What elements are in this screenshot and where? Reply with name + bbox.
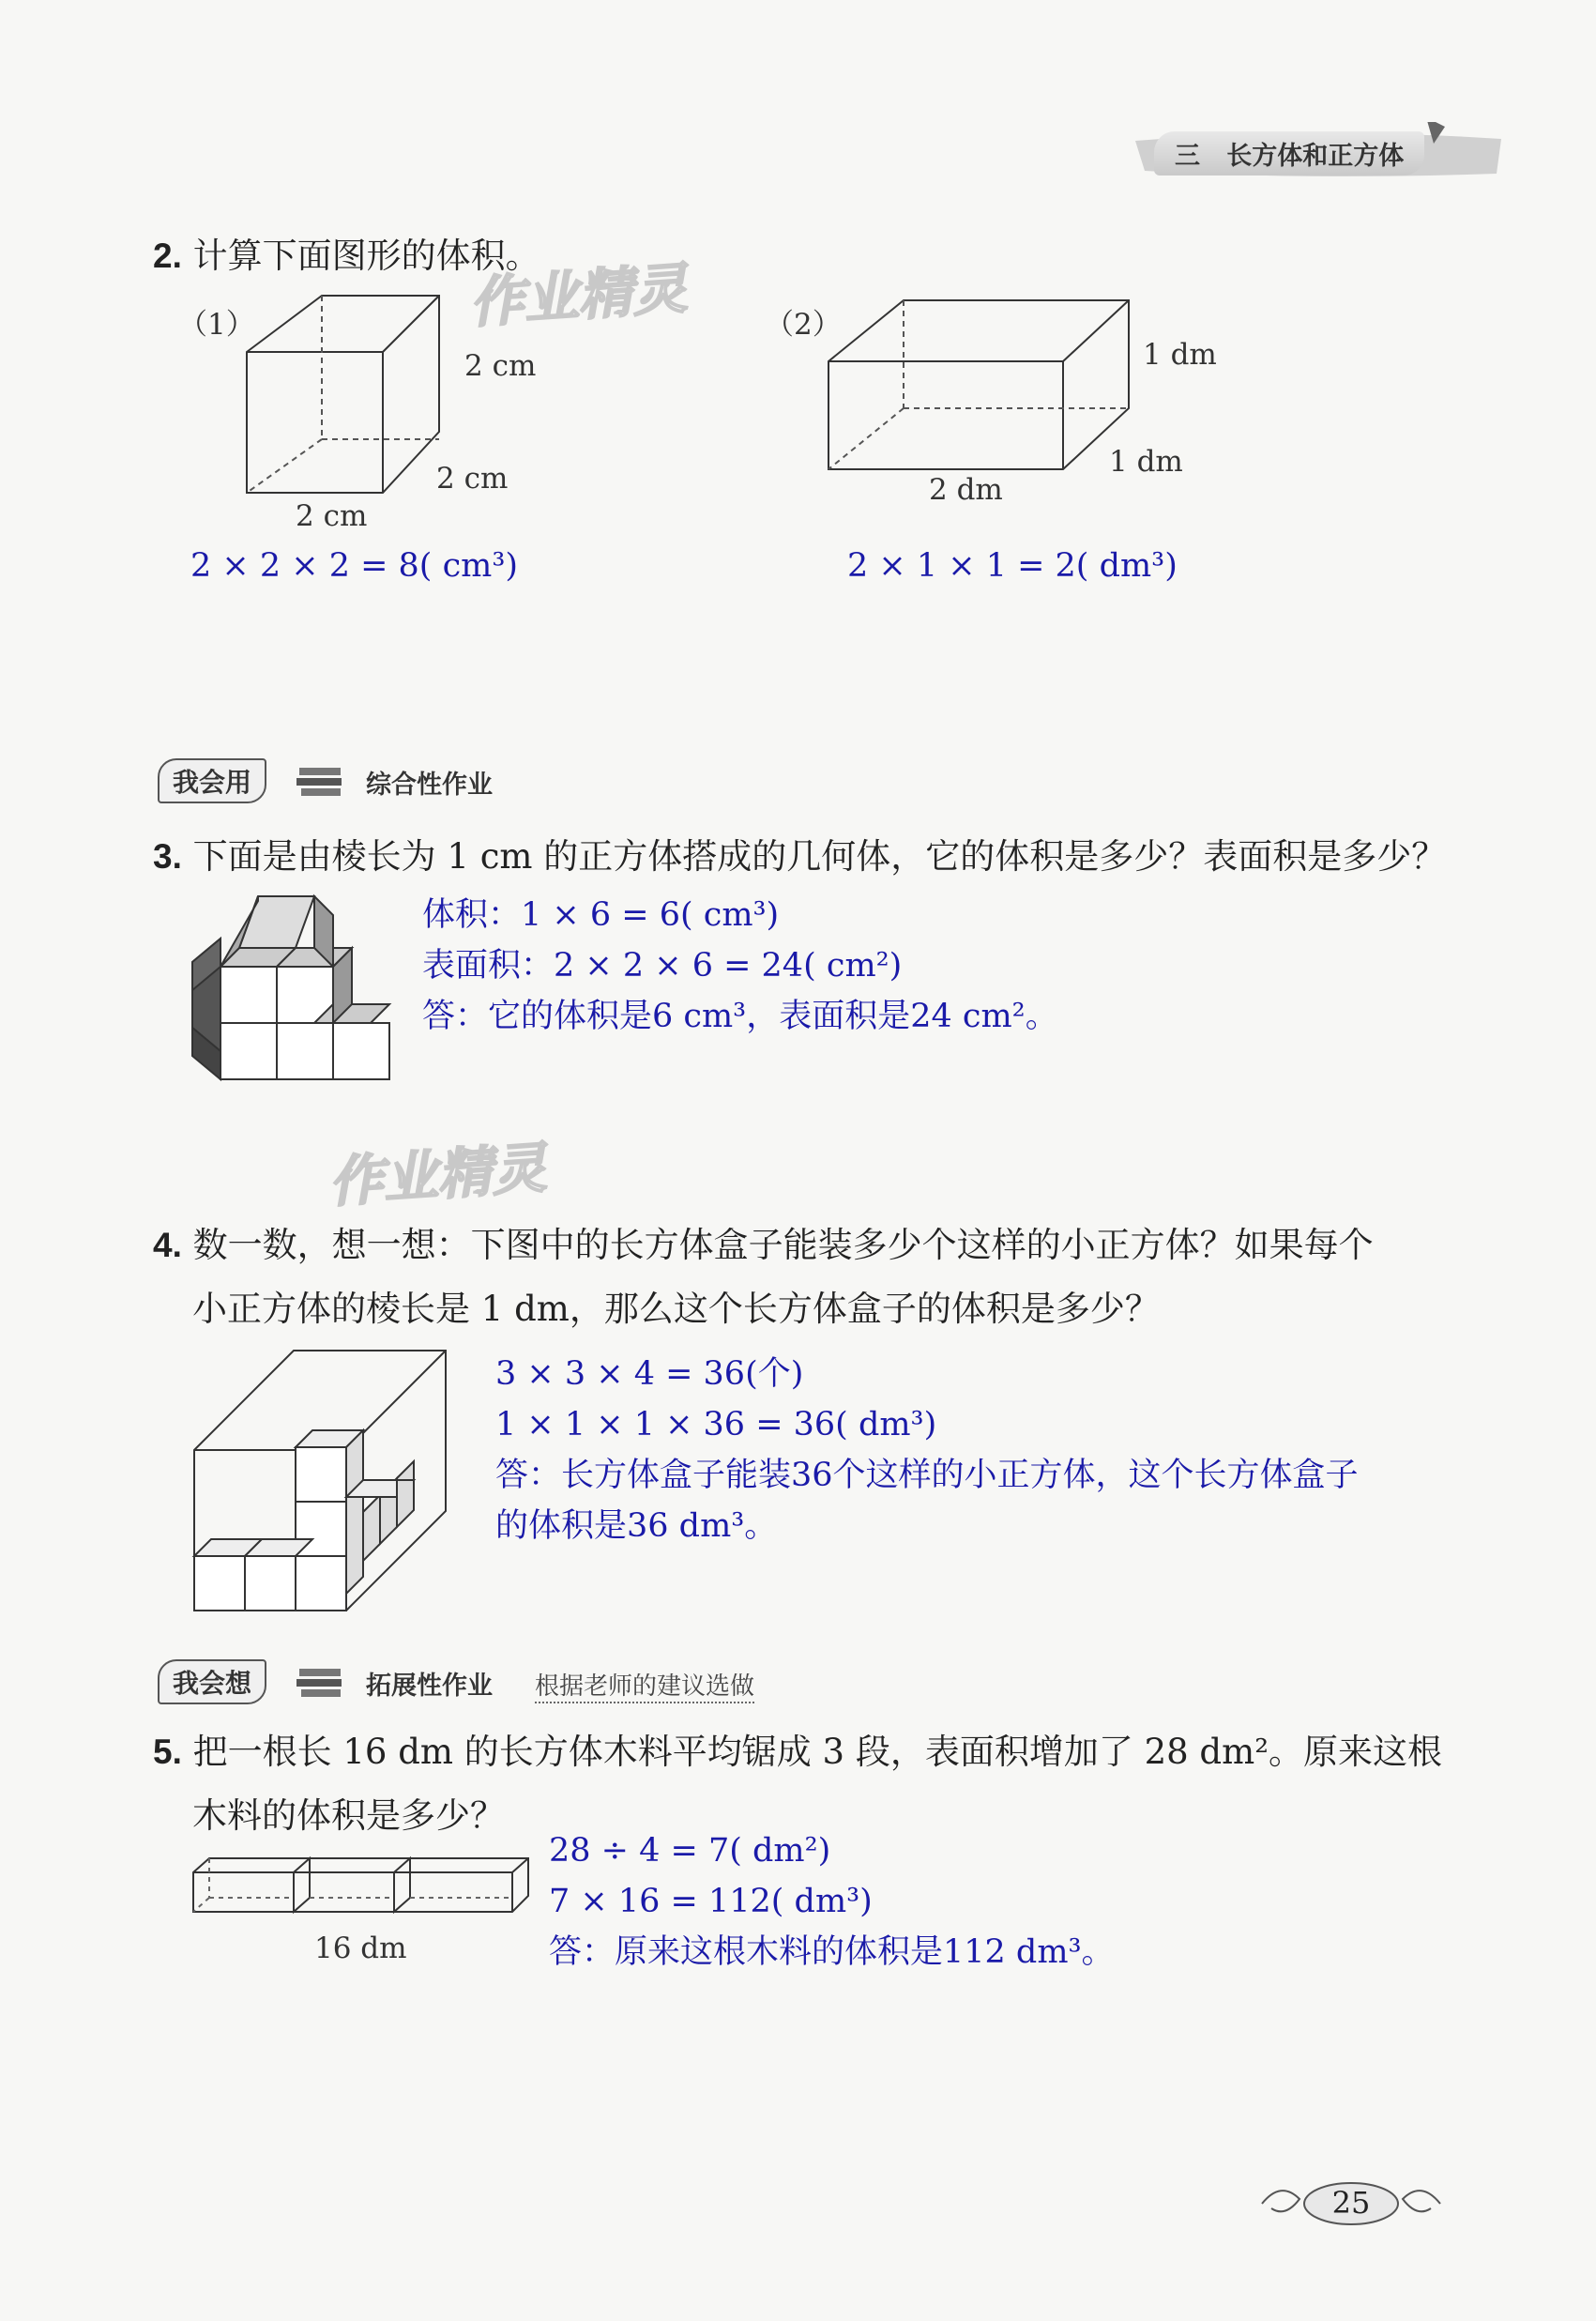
- dimension-label: 2 dm: [929, 473, 1003, 507]
- cuboid-figure: [824, 296, 1133, 474]
- question-text: 把一根长 16 dm 的长方体木料平均锯成 3 段，表面积增加了 28 dm²。原来这根: [192, 1732, 1443, 1772]
- question-text: 计算下面图形的体积。: [192, 236, 540, 276]
- question-2: [153, 233, 540, 280]
- books-icon: [294, 760, 350, 802]
- wood-beam-figure: [190, 1854, 533, 1919]
- section-header: [158, 1659, 814, 1703]
- chapter-title: 长方体和正方体: [1226, 142, 1405, 171]
- answer-line: 答：原来这根木料的体积是112 dm³。: [549, 1933, 1115, 1971]
- answer-line: 7 × 16 = 112( dm³): [549, 1883, 873, 1920]
- answer-line: 2 × 2 × 2 = 8( cm³): [190, 547, 519, 585]
- figure-tag: （1）: [178, 308, 255, 342]
- figure-tag: （2）: [765, 308, 842, 342]
- answer-line: 28 ÷ 4 = 7( dm²): [549, 1832, 831, 1870]
- question-5: [153, 1729, 1442, 1776]
- answer-line: 体积：1 × 6 = 6( cm³): [422, 896, 780, 934]
- question-text: 下面是由棱长为 1 cm 的正方体搭成的几何体，它的体积是多少？表面积是多少？: [192, 836, 1447, 877]
- section-tag: 我会用: [158, 758, 266, 803]
- page-number-ornament: [1257, 2176, 1445, 2232]
- section-title: 综合性作业: [366, 771, 493, 800]
- question-number: 3.: [153, 837, 182, 876]
- books-icon: [294, 1661, 350, 1703]
- chapter-number: 三: [1175, 142, 1200, 171]
- answer-line: 表面积：2 × 2 × 6 = 24( cm²): [422, 947, 903, 985]
- answer-line: 的体积是36 dm³。: [495, 1507, 778, 1545]
- cube-stack-figure: [188, 892, 394, 1098]
- question-number: 4.: [153, 1226, 182, 1264]
- answer-line: 3 × 3 × 4 = 36(个): [495, 1355, 804, 1393]
- question-4: [153, 1222, 1374, 1269]
- page-number: 25: [1331, 2185, 1371, 2221]
- dimension-label: 2 cm: [436, 462, 509, 496]
- section-note: 根据老师的建议选做: [535, 1667, 754, 1703]
- question-text: 数一数，想一想：下图中的长方体盒子能装多少个这样的小正方体？如果每个: [192, 1225, 1374, 1265]
- section-tag: 我会想: [158, 1659, 266, 1704]
- question-3: [153, 833, 1446, 880]
- dimension-label: 1 dm: [1143, 338, 1217, 372]
- question-4-continued: 小正方体的棱长是 1 dm，那么这个长方体盒子的体积是多少？: [192, 1289, 1160, 1329]
- watermark: 作业精灵: [467, 255, 690, 335]
- answer-line: 2 × 1 × 1 = 2( dm³): [847, 547, 1178, 585]
- question-5-continued: 木料的体积是多少？: [192, 1795, 505, 1836]
- answer-line: 答：长方体盒子能装36个这样的小正方体，这个长方体盒子: [495, 1457, 1359, 1494]
- answer-line: 1 × 1 × 1 × 36 = 36( dm³): [495, 1406, 937, 1443]
- section-title: 拓展性作业: [366, 1672, 493, 1701]
- question-number: 2.: [153, 237, 182, 275]
- chapter-header: [1126, 131, 1520, 175]
- dimension-label: 2 cm: [296, 499, 368, 533]
- answer-line: 答：它的体积是6 cm³，表面积是24 cm²。: [422, 998, 1058, 1035]
- watermark: 作业精灵: [327, 1135, 549, 1214]
- question-number: 5.: [153, 1733, 182, 1771]
- dimension-label: 2 cm: [464, 349, 537, 383]
- length-label: 16 dm: [314, 1932, 407, 1965]
- dimension-label: 1 dm: [1109, 445, 1183, 479]
- box-with-cubes-figure: [190, 1347, 453, 1619]
- section-header: [158, 758, 721, 802]
